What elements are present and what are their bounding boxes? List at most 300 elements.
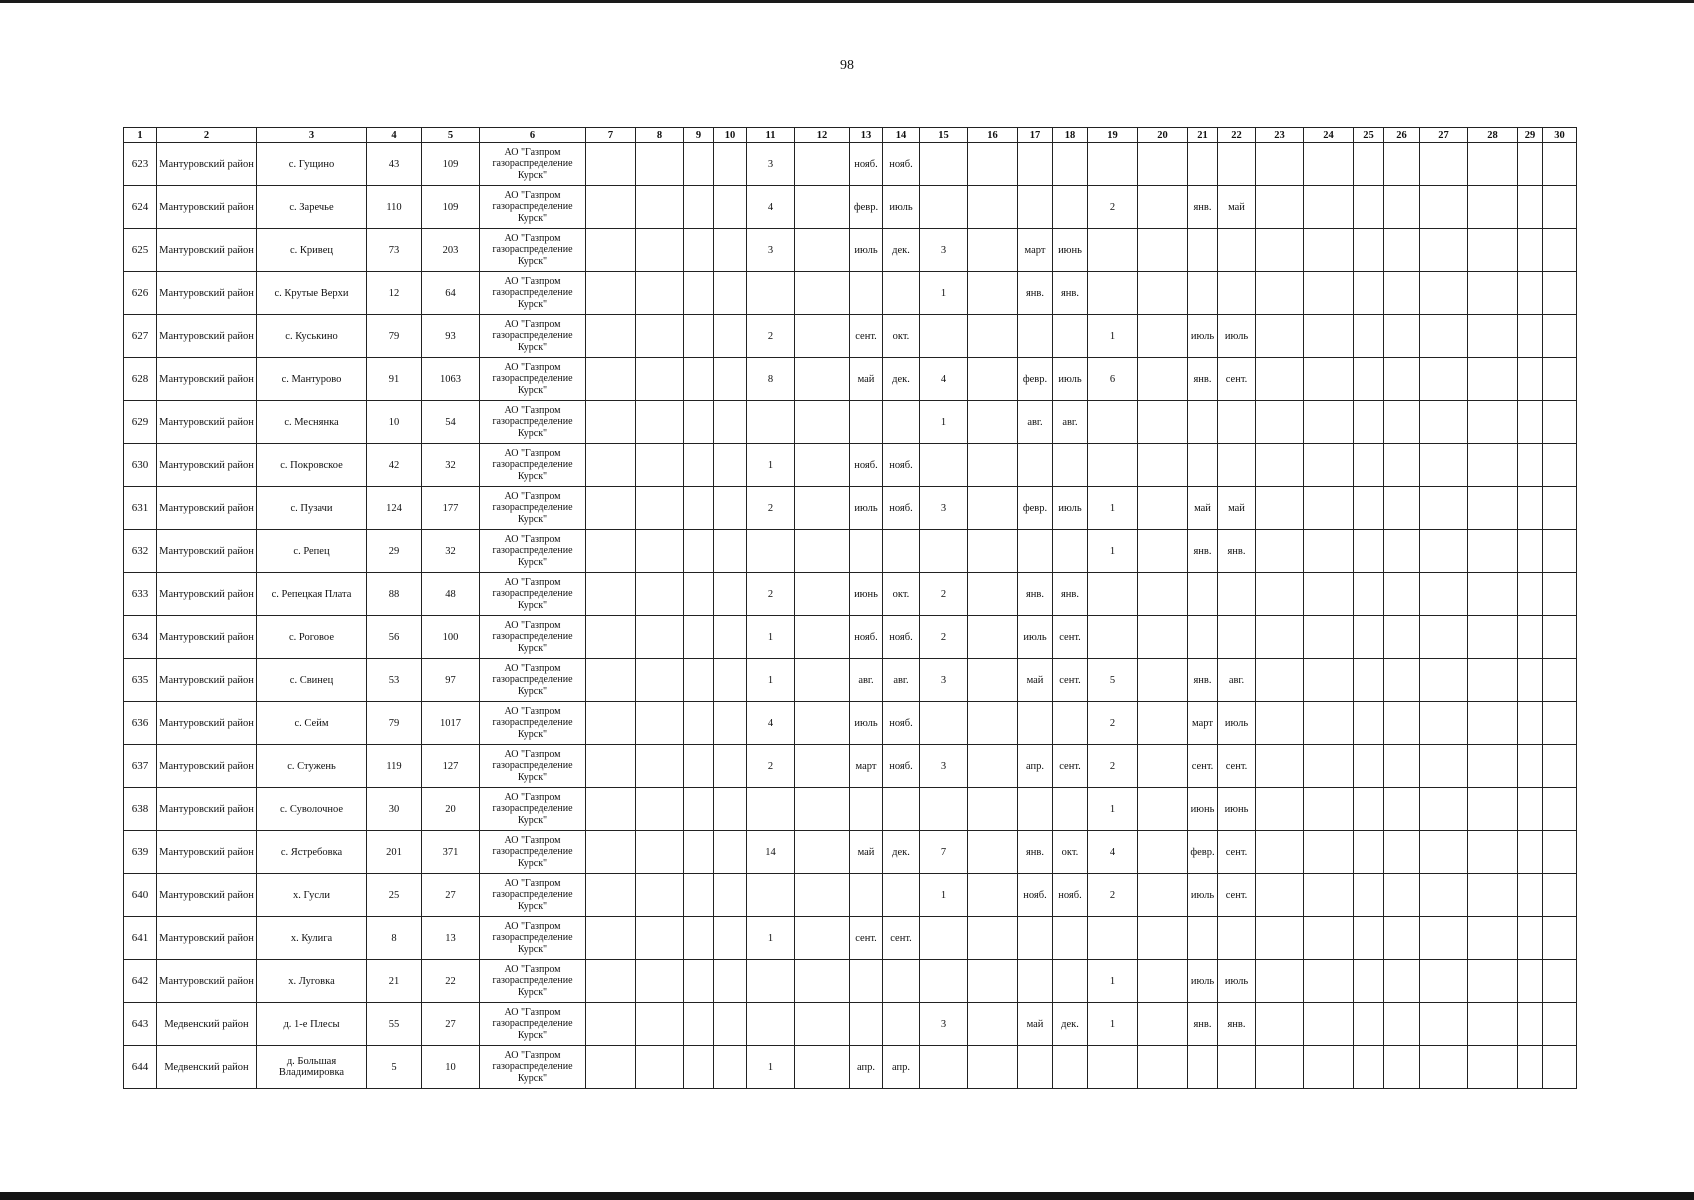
col11-value-cell bbox=[747, 960, 795, 1003]
col19-value-cell: 1 bbox=[1088, 487, 1138, 530]
empty-cell bbox=[1420, 960, 1468, 1003]
organization-cell: АО "Газпром газораспределение Курск" bbox=[480, 186, 586, 229]
empty-cell bbox=[684, 487, 714, 530]
empty-cell bbox=[1354, 917, 1384, 960]
col13-month-cell: сент. bbox=[850, 917, 883, 960]
col11-value-cell: 4 bbox=[747, 702, 795, 745]
empty-cell bbox=[1304, 1046, 1354, 1089]
empty-cell bbox=[795, 788, 850, 831]
col17-month-cell: авг. bbox=[1018, 401, 1053, 444]
settlement-cell: с. Репец bbox=[257, 530, 367, 573]
col4-value-cell: 10 bbox=[367, 401, 422, 444]
table-row bbox=[124, 573, 1577, 616]
empty-cell bbox=[1518, 272, 1543, 315]
col15-value-cell: 4 bbox=[920, 358, 968, 401]
empty-cell bbox=[714, 616, 747, 659]
table-row bbox=[124, 874, 1577, 917]
empty-cell bbox=[968, 1003, 1018, 1046]
empty-cell bbox=[586, 573, 636, 616]
empty-cell bbox=[1518, 186, 1543, 229]
district-cell: Мантуровский район bbox=[157, 358, 257, 401]
empty-cell bbox=[968, 788, 1018, 831]
col13-month-cell: нояб. bbox=[850, 444, 883, 487]
col21-month-cell bbox=[1188, 401, 1218, 444]
col18-month-cell bbox=[1053, 143, 1088, 186]
row-number-cell: 639 bbox=[124, 831, 157, 874]
row-number-cell: 628 bbox=[124, 358, 157, 401]
settlement-cell: с. Заречье bbox=[257, 186, 367, 229]
empty-cell bbox=[795, 272, 850, 315]
row-number-cell: 634 bbox=[124, 616, 157, 659]
col22-month-cell bbox=[1218, 1046, 1256, 1089]
empty-cell bbox=[1420, 272, 1468, 315]
empty-cell bbox=[1468, 229, 1518, 272]
col11-value-cell: 2 bbox=[747, 315, 795, 358]
col22-month-cell: июль bbox=[1218, 315, 1256, 358]
row-number-cell: 624 bbox=[124, 186, 157, 229]
empty-cell bbox=[714, 659, 747, 702]
col17-month-cell: май bbox=[1018, 1003, 1053, 1046]
col18-month-cell: июль bbox=[1053, 487, 1088, 530]
col21-month-cell bbox=[1188, 444, 1218, 487]
col11-value-cell bbox=[747, 1003, 795, 1046]
table-row bbox=[124, 745, 1577, 788]
col19-value-cell: 1 bbox=[1088, 1003, 1138, 1046]
col13-month-cell: май bbox=[850, 831, 883, 874]
empty-cell bbox=[1354, 788, 1384, 831]
empty-cell bbox=[1384, 874, 1420, 917]
row-number-cell: 627 bbox=[124, 315, 157, 358]
organization-cell: АО "Газпром газораспределение Курск" bbox=[480, 745, 586, 788]
empty-cell bbox=[1138, 874, 1188, 917]
col21-month-cell bbox=[1188, 229, 1218, 272]
col17-month-cell bbox=[1018, 702, 1053, 745]
column-header: 11 bbox=[747, 128, 795, 143]
col5-value-cell: 27 bbox=[422, 874, 480, 917]
col11-value-cell: 2 bbox=[747, 573, 795, 616]
empty-cell bbox=[795, 616, 850, 659]
col5-value-cell: 1017 bbox=[422, 702, 480, 745]
organization-cell: АО "Газпром газораспределение Курск" bbox=[480, 1046, 586, 1089]
col14-month-cell: нояб. bbox=[883, 143, 920, 186]
empty-cell bbox=[636, 186, 684, 229]
col13-month-cell: нояб. bbox=[850, 616, 883, 659]
empty-cell bbox=[1384, 186, 1420, 229]
empty-cell bbox=[1304, 229, 1354, 272]
empty-cell bbox=[684, 616, 714, 659]
empty-cell bbox=[795, 745, 850, 788]
empty-cell bbox=[1354, 315, 1384, 358]
column-header: 17 bbox=[1018, 128, 1053, 143]
empty-cell bbox=[684, 659, 714, 702]
column-header: 7 bbox=[586, 128, 636, 143]
col14-month-cell bbox=[883, 1003, 920, 1046]
col14-month-cell: нояб. bbox=[883, 745, 920, 788]
empty-cell bbox=[1354, 530, 1384, 573]
col4-value-cell: 30 bbox=[367, 788, 422, 831]
column-header: 20 bbox=[1138, 128, 1188, 143]
col5-value-cell: 1063 bbox=[422, 358, 480, 401]
column-header: 21 bbox=[1188, 128, 1218, 143]
empty-cell bbox=[1543, 788, 1577, 831]
col21-month-cell bbox=[1188, 917, 1218, 960]
empty-cell bbox=[1304, 831, 1354, 874]
column-header: 23 bbox=[1256, 128, 1304, 143]
col22-month-cell bbox=[1218, 573, 1256, 616]
col14-month-cell: нояб. bbox=[883, 444, 920, 487]
district-cell: Мантуровский район bbox=[157, 444, 257, 487]
column-header: 27 bbox=[1420, 128, 1468, 143]
col14-month-cell: апр. bbox=[883, 1046, 920, 1089]
col19-value-cell bbox=[1088, 1046, 1138, 1089]
col21-month-cell: янв. bbox=[1188, 659, 1218, 702]
col11-value-cell bbox=[747, 788, 795, 831]
empty-cell bbox=[1468, 444, 1518, 487]
district-cell: Мантуровский район bbox=[157, 788, 257, 831]
col4-value-cell: 53 bbox=[367, 659, 422, 702]
col14-month-cell bbox=[883, 960, 920, 1003]
empty-cell bbox=[795, 659, 850, 702]
empty-cell bbox=[795, 1003, 850, 1046]
empty-cell bbox=[636, 831, 684, 874]
empty-cell bbox=[1256, 745, 1304, 788]
empty-cell bbox=[1138, 831, 1188, 874]
empty-cell bbox=[684, 702, 714, 745]
empty-cell bbox=[636, 143, 684, 186]
empty-cell bbox=[714, 530, 747, 573]
empty-cell bbox=[1518, 831, 1543, 874]
empty-cell bbox=[1354, 874, 1384, 917]
col21-month-cell: июль bbox=[1188, 874, 1218, 917]
empty-cell bbox=[1138, 487, 1188, 530]
empty-cell bbox=[586, 659, 636, 702]
empty-cell bbox=[1468, 960, 1518, 1003]
settlement-cell: с. Роговое bbox=[257, 616, 367, 659]
district-cell: Мантуровский район bbox=[157, 143, 257, 186]
empty-cell bbox=[1354, 229, 1384, 272]
organization-cell: АО "Газпром газораспределение Курск" bbox=[480, 788, 586, 831]
empty-cell bbox=[1468, 272, 1518, 315]
settlement-cell: с. Меснянка bbox=[257, 401, 367, 444]
empty-cell bbox=[636, 272, 684, 315]
settlement-cell: с. Пузачи bbox=[257, 487, 367, 530]
col15-value-cell bbox=[920, 315, 968, 358]
col5-value-cell: 100 bbox=[422, 616, 480, 659]
empty-cell bbox=[636, 1046, 684, 1089]
col14-month-cell: дек. bbox=[883, 831, 920, 874]
col15-value-cell: 3 bbox=[920, 229, 968, 272]
col19-value-cell: 1 bbox=[1088, 788, 1138, 831]
column-header: 3 bbox=[257, 128, 367, 143]
col11-value-cell: 1 bbox=[747, 1046, 795, 1089]
col15-value-cell bbox=[920, 186, 968, 229]
empty-cell bbox=[1354, 487, 1384, 530]
empty-cell bbox=[795, 229, 850, 272]
row-number-cell: 641 bbox=[124, 917, 157, 960]
col22-month-cell bbox=[1218, 272, 1256, 315]
empty-cell bbox=[1518, 444, 1543, 487]
empty-cell bbox=[684, 444, 714, 487]
empty-cell bbox=[714, 444, 747, 487]
col22-month-cell bbox=[1218, 143, 1256, 186]
col18-month-cell bbox=[1053, 960, 1088, 1003]
col5-value-cell: 64 bbox=[422, 272, 480, 315]
col19-value-cell bbox=[1088, 917, 1138, 960]
col21-month-cell: июль bbox=[1188, 960, 1218, 1003]
empty-cell bbox=[1138, 960, 1188, 1003]
organization-cell: АО "Газпром газораспределение Курск" bbox=[480, 659, 586, 702]
empty-cell bbox=[1543, 186, 1577, 229]
col4-value-cell: 12 bbox=[367, 272, 422, 315]
empty-cell bbox=[1138, 745, 1188, 788]
row-number-cell: 635 bbox=[124, 659, 157, 702]
column-header: 29 bbox=[1518, 128, 1543, 143]
col11-value-cell bbox=[747, 272, 795, 315]
row-number-cell: 640 bbox=[124, 874, 157, 917]
empty-cell bbox=[1384, 401, 1420, 444]
organization-cell: АО "Газпром газораспределение Курск" bbox=[480, 358, 586, 401]
col14-month-cell bbox=[883, 874, 920, 917]
col11-value-cell: 2 bbox=[747, 745, 795, 788]
col5-value-cell: 20 bbox=[422, 788, 480, 831]
empty-cell bbox=[1384, 229, 1420, 272]
empty-cell bbox=[1543, 444, 1577, 487]
col18-month-cell: сент. bbox=[1053, 745, 1088, 788]
empty-cell bbox=[714, 186, 747, 229]
empty-cell bbox=[1420, 917, 1468, 960]
empty-cell bbox=[684, 745, 714, 788]
empty-cell bbox=[1256, 229, 1304, 272]
empty-cell bbox=[1354, 358, 1384, 401]
col13-month-cell: февр. bbox=[850, 186, 883, 229]
settlement-cell: х. Кулига bbox=[257, 917, 367, 960]
col13-month-cell: июль bbox=[850, 702, 883, 745]
col14-month-cell bbox=[883, 401, 920, 444]
empty-cell bbox=[1304, 401, 1354, 444]
col21-month-cell: февр. bbox=[1188, 831, 1218, 874]
district-cell: Мантуровский район bbox=[157, 229, 257, 272]
empty-cell bbox=[1518, 960, 1543, 1003]
empty-cell bbox=[586, 401, 636, 444]
empty-cell bbox=[586, 702, 636, 745]
column-header: 18 bbox=[1053, 128, 1088, 143]
empty-cell bbox=[1420, 831, 1468, 874]
empty-cell bbox=[1256, 315, 1304, 358]
column-number-header bbox=[124, 128, 1577, 143]
empty-cell bbox=[684, 530, 714, 573]
empty-cell bbox=[795, 874, 850, 917]
empty-cell bbox=[636, 487, 684, 530]
column-header: 25 bbox=[1354, 128, 1384, 143]
empty-cell bbox=[795, 401, 850, 444]
empty-cell bbox=[586, 143, 636, 186]
col21-month-cell: янв. bbox=[1188, 1003, 1218, 1046]
col13-month-cell: апр. bbox=[850, 1046, 883, 1089]
empty-cell bbox=[1468, 702, 1518, 745]
empty-cell bbox=[1468, 186, 1518, 229]
empty-cell bbox=[1420, 315, 1468, 358]
empty-cell bbox=[636, 401, 684, 444]
col17-month-cell: март bbox=[1018, 229, 1053, 272]
empty-cell bbox=[684, 573, 714, 616]
col13-month-cell: сент. bbox=[850, 315, 883, 358]
organization-cell: АО "Газпром газораспределение Курск" bbox=[480, 616, 586, 659]
col11-value-cell: 1 bbox=[747, 444, 795, 487]
col14-month-cell: дек. bbox=[883, 229, 920, 272]
empty-cell bbox=[586, 616, 636, 659]
empty-cell bbox=[968, 659, 1018, 702]
col4-value-cell: 42 bbox=[367, 444, 422, 487]
district-cell: Мантуровский район bbox=[157, 487, 257, 530]
col13-month-cell: июль bbox=[850, 487, 883, 530]
empty-cell bbox=[968, 487, 1018, 530]
empty-cell bbox=[1256, 788, 1304, 831]
empty-cell bbox=[1384, 960, 1420, 1003]
col11-value-cell bbox=[747, 874, 795, 917]
empty-cell bbox=[1138, 616, 1188, 659]
empty-cell bbox=[1420, 659, 1468, 702]
empty-cell bbox=[1543, 573, 1577, 616]
empty-cell bbox=[684, 358, 714, 401]
empty-cell bbox=[968, 745, 1018, 788]
empty-cell bbox=[1384, 358, 1420, 401]
empty-cell bbox=[1543, 702, 1577, 745]
empty-cell bbox=[1518, 401, 1543, 444]
col17-month-cell: февр. bbox=[1018, 358, 1053, 401]
col4-value-cell: 43 bbox=[367, 143, 422, 186]
empty-cell bbox=[1304, 272, 1354, 315]
col17-month-cell bbox=[1018, 1046, 1053, 1089]
empty-cell bbox=[1543, 659, 1577, 702]
col13-month-cell bbox=[850, 272, 883, 315]
empty-cell bbox=[1543, 272, 1577, 315]
empty-cell bbox=[684, 917, 714, 960]
district-cell: Мантуровский район bbox=[157, 960, 257, 1003]
empty-cell bbox=[1384, 444, 1420, 487]
col5-value-cell: 27 bbox=[422, 1003, 480, 1046]
empty-cell bbox=[1304, 917, 1354, 960]
empty-cell bbox=[1384, 573, 1420, 616]
row-number-cell: 636 bbox=[124, 702, 157, 745]
district-cell: Мантуровский район bbox=[157, 186, 257, 229]
column-header: 24 bbox=[1304, 128, 1354, 143]
empty-cell bbox=[586, 444, 636, 487]
col13-month-cell: июль bbox=[850, 229, 883, 272]
empty-cell bbox=[1256, 917, 1304, 960]
empty-cell bbox=[1256, 702, 1304, 745]
table-row bbox=[124, 143, 1577, 186]
col18-month-cell bbox=[1053, 315, 1088, 358]
col22-month-cell: янв. bbox=[1218, 530, 1256, 573]
col15-value-cell bbox=[920, 917, 968, 960]
empty-cell bbox=[1468, 788, 1518, 831]
settlement-cell: с. Стужень bbox=[257, 745, 367, 788]
empty-cell bbox=[795, 444, 850, 487]
empty-cell bbox=[1384, 1046, 1420, 1089]
empty-cell bbox=[714, 831, 747, 874]
empty-cell bbox=[1468, 573, 1518, 616]
empty-cell bbox=[1518, 917, 1543, 960]
column-header: 14 bbox=[883, 128, 920, 143]
empty-cell bbox=[968, 1046, 1018, 1089]
empty-cell bbox=[1384, 745, 1420, 788]
empty-cell bbox=[795, 1046, 850, 1089]
col19-value-cell: 5 bbox=[1088, 659, 1138, 702]
col19-value-cell bbox=[1088, 444, 1138, 487]
col22-month-cell: июнь bbox=[1218, 788, 1256, 831]
empty-cell bbox=[1384, 1003, 1420, 1046]
col22-month-cell: сент. bbox=[1218, 745, 1256, 788]
empty-cell bbox=[1518, 143, 1543, 186]
col21-month-cell bbox=[1188, 143, 1218, 186]
district-cell: Мантуровский район bbox=[157, 702, 257, 745]
col14-month-cell: июль bbox=[883, 186, 920, 229]
col5-value-cell: 127 bbox=[422, 745, 480, 788]
table-row bbox=[124, 1046, 1577, 1089]
col4-value-cell: 119 bbox=[367, 745, 422, 788]
empty-cell bbox=[1384, 143, 1420, 186]
col17-month-cell bbox=[1018, 444, 1053, 487]
settlement-cell: с. Свинец bbox=[257, 659, 367, 702]
empty-cell bbox=[795, 573, 850, 616]
empty-cell bbox=[1138, 401, 1188, 444]
col11-value-cell bbox=[747, 530, 795, 573]
empty-cell bbox=[1256, 659, 1304, 702]
col17-month-cell: нояб. bbox=[1018, 874, 1053, 917]
settlement-cell: х. Луговка bbox=[257, 960, 367, 1003]
table-row bbox=[124, 487, 1577, 530]
col14-month-cell: нояб. bbox=[883, 702, 920, 745]
empty-cell bbox=[1384, 315, 1420, 358]
col21-month-cell bbox=[1188, 272, 1218, 315]
empty-cell bbox=[1138, 702, 1188, 745]
empty-cell bbox=[1543, 143, 1577, 186]
empty-cell bbox=[1518, 573, 1543, 616]
district-cell: Мантуровский район bbox=[157, 573, 257, 616]
empty-cell bbox=[636, 874, 684, 917]
col4-value-cell: 8 bbox=[367, 917, 422, 960]
empty-cell bbox=[1468, 745, 1518, 788]
empty-cell bbox=[1256, 1003, 1304, 1046]
empty-cell bbox=[1384, 917, 1420, 960]
data-table bbox=[123, 127, 1577, 1089]
empty-cell bbox=[1354, 659, 1384, 702]
col17-month-cell bbox=[1018, 315, 1053, 358]
empty-cell bbox=[586, 874, 636, 917]
empty-cell bbox=[1354, 143, 1384, 186]
col11-value-cell: 2 bbox=[747, 487, 795, 530]
empty-cell bbox=[1304, 960, 1354, 1003]
empty-cell bbox=[1384, 272, 1420, 315]
col17-month-cell: май bbox=[1018, 659, 1053, 702]
organization-cell: АО "Газпром газораспределение Курск" bbox=[480, 702, 586, 745]
empty-cell bbox=[1256, 616, 1304, 659]
empty-cell bbox=[714, 917, 747, 960]
organization-cell: АО "Газпром газораспределение Курск" bbox=[480, 272, 586, 315]
col4-value-cell: 25 bbox=[367, 874, 422, 917]
empty-cell bbox=[714, 960, 747, 1003]
empty-cell bbox=[1304, 659, 1354, 702]
empty-cell bbox=[1354, 616, 1384, 659]
empty-cell bbox=[586, 186, 636, 229]
empty-cell bbox=[1518, 788, 1543, 831]
column-header: 26 bbox=[1384, 128, 1420, 143]
empty-cell bbox=[636, 702, 684, 745]
empty-cell bbox=[586, 917, 636, 960]
table-row bbox=[124, 444, 1577, 487]
empty-cell bbox=[1304, 788, 1354, 831]
empty-cell bbox=[968, 358, 1018, 401]
